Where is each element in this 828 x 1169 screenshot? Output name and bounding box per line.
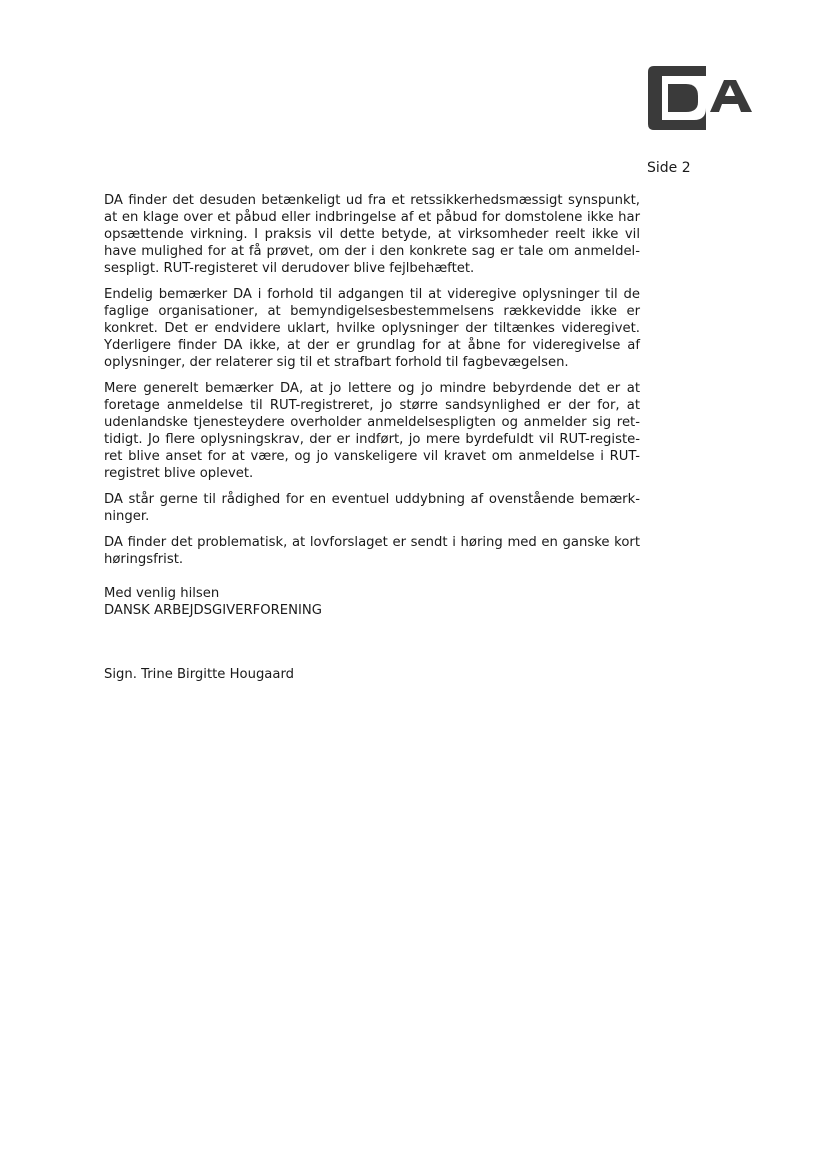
signature-line: Sign. Trine Birgitte Hougaard	[104, 667, 295, 682]
closing-organization: DANSK ARBEJDSGIVERFORENING	[104, 603, 322, 618]
letter-body	[104, 192, 640, 577]
paragraph-availability: DA står gerne til rådighed for en eventuel uddybning af ovenstående bemærkninger.	[104, 492, 640, 524]
paragraph-data-sharing: Endelig bemærker DA i forhold til adgangen til at videregive oplysninger til de faglige organisationer, at bemyndigelsesbestemmelsens rækkevidde ikke er konkret. Det er endvidere uklart, hvilke oplysninger der tiltænkes videregivet. Yderligere finder DA ikke, at der er grundlag for at åbne for videregivelse af oplysninger, der relaterer sig til et strafbart forhold til fagbevægelsen.	[104, 287, 640, 370]
paragraph-hearing-deadline: DA finder det problematisk, at lovforslaget er sendt i høring med en ganske kort høringsfrist.	[104, 535, 640, 567]
paragraph-general-remarks: Mere generelt bemærker DA, at jo lettere og jo mindre bebyrdende det er at foretage anmeldelse til RUT-registreret, jo større sandsynlighed er der for, at udenlandske tjenesteydere overholder anmeldelsespligten og anmelder sig rettidigt. Jo flere oplysningskrav, der er indført, jo mere byrdefuldt vil RUT-registeret blive anset for at være, og jo vanskeligere vil kravet om anmeldelse i RUT-registret blive oplevet.	[104, 381, 640, 481]
da-logo	[648, 66, 756, 130]
page-number: Side 2	[647, 160, 691, 176]
da-logo-mark	[648, 66, 756, 130]
paragraph-legal-certainty: DA finder det desuden betænkeligt ud fra et retssikkerhedsmæssigt synspunkt, at en klage over et påbud eller indbringelse af et påbud for domstolene ikke har opsættende virkning. I praksis vil dette betyde, at virksomheder reelt ikke vil have mulighed for at få prøvet, om der i den konkrete sag er tale om anmeldelsespligt. RUT-registeret vil derudover blive fejlbehæftet.	[104, 193, 640, 276]
closing-greeting: Med venlig hilsen	[104, 586, 220, 601]
closing-block	[104, 585, 322, 619]
